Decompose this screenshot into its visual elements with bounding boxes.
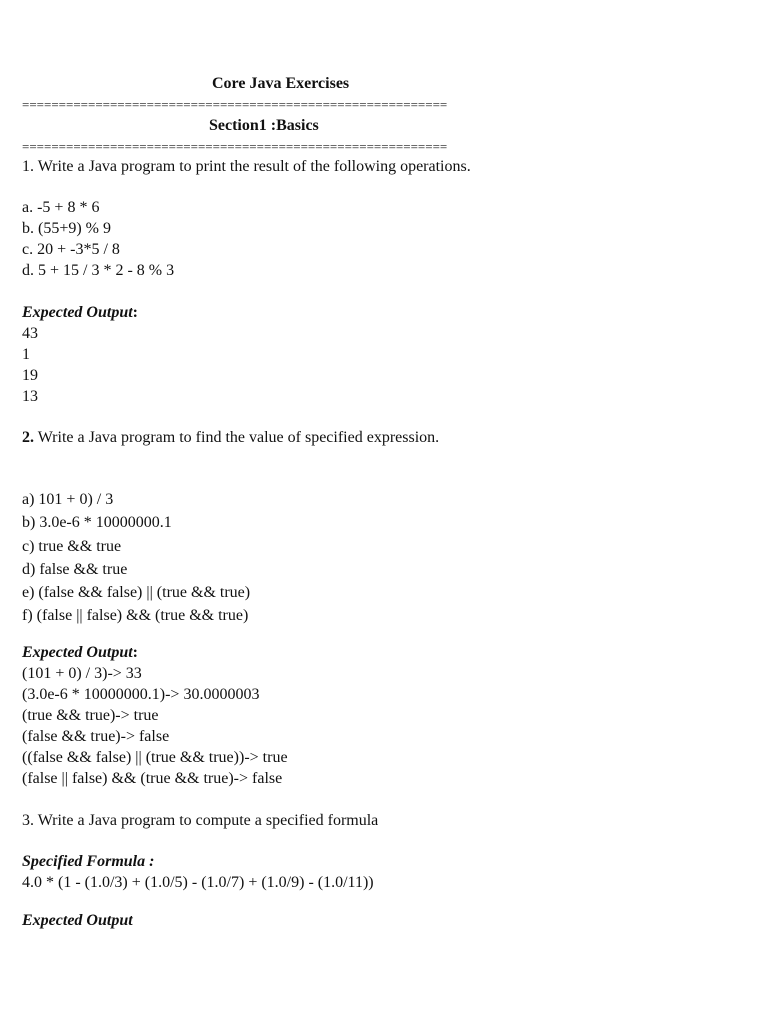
expected-output-label: Expected Output	[22, 644, 133, 661]
question-number: 2.	[22, 429, 34, 446]
q1-output-heading	[22, 303, 138, 323]
q1-output-value: 1	[22, 346, 30, 363]
formula-text: 4.0 * (1 - (1.0/3) + (1.0/5) - (1.0/7) + (1.0/9) - (1.0/11))	[22, 874, 374, 891]
q1-item: d. 5 + 15 / 3 * 2 - 8 % 3	[22, 262, 175, 279]
q2-item: f) (false || false) && (true && true)	[22, 607, 249, 624]
q2-output-value: (3.0e-6 * 10000000.1)-> 30.0000003	[22, 686, 260, 703]
expected-output-label: Expected Output	[22, 304, 133, 321]
section-title: Section1 :Basics	[209, 117, 319, 134]
q2-output-heading	[22, 643, 138, 663]
rule-divider: ==========================================================	[22, 97, 448, 112]
question-3-text: 3. Write a Java program to compute a specified formula	[22, 812, 379, 829]
q2-output-value: (false && true)-> false	[22, 728, 170, 745]
document-title: Core Java Exercises	[212, 75, 350, 92]
q2-item: c) true && true	[22, 538, 122, 555]
q2-output-value: (false || false) && (true && true)-> false	[22, 770, 283, 787]
label-colon: :	[132, 644, 138, 661]
q2-output-value: (101 + 0) / 3)-> 33	[22, 665, 142, 682]
question-1-text: 1. Write a Java program to print the result of the following operations.	[22, 158, 471, 175]
q1-item: a. -5 + 8 * 6	[22, 199, 100, 216]
q1-item: c. 20 + -3*5 / 8	[22, 241, 120, 258]
q2-item: e) (false && false) || (true && true)	[22, 584, 251, 601]
q2-item: a) 101 + 0) / 3	[22, 491, 114, 508]
q1-output-value: 19	[22, 367, 38, 384]
label-colon: :	[132, 304, 138, 321]
expected-output-label: Expected Output	[22, 912, 133, 929]
q1-item: b. (55+9) % 9	[22, 220, 112, 237]
q2-output-value: (true && true)-> true	[22, 707, 159, 724]
q2-item: d) false && true	[22, 561, 128, 578]
q1-output-value: 13	[22, 388, 38, 405]
q2-item: b) 3.0e-6 * 10000000.1	[22, 514, 172, 531]
q2-output-value: ((false && false) || (true && true))-> true	[22, 749, 288, 766]
q1-output-value: 43	[22, 325, 38, 342]
question-2-text	[22, 428, 439, 448]
question-2-body: Write a Java program to find the value of specified expression.	[34, 429, 440, 446]
rule-divider: ==========================================================	[22, 139, 448, 154]
specified-formula-label: Specified Formula :	[22, 853, 155, 870]
